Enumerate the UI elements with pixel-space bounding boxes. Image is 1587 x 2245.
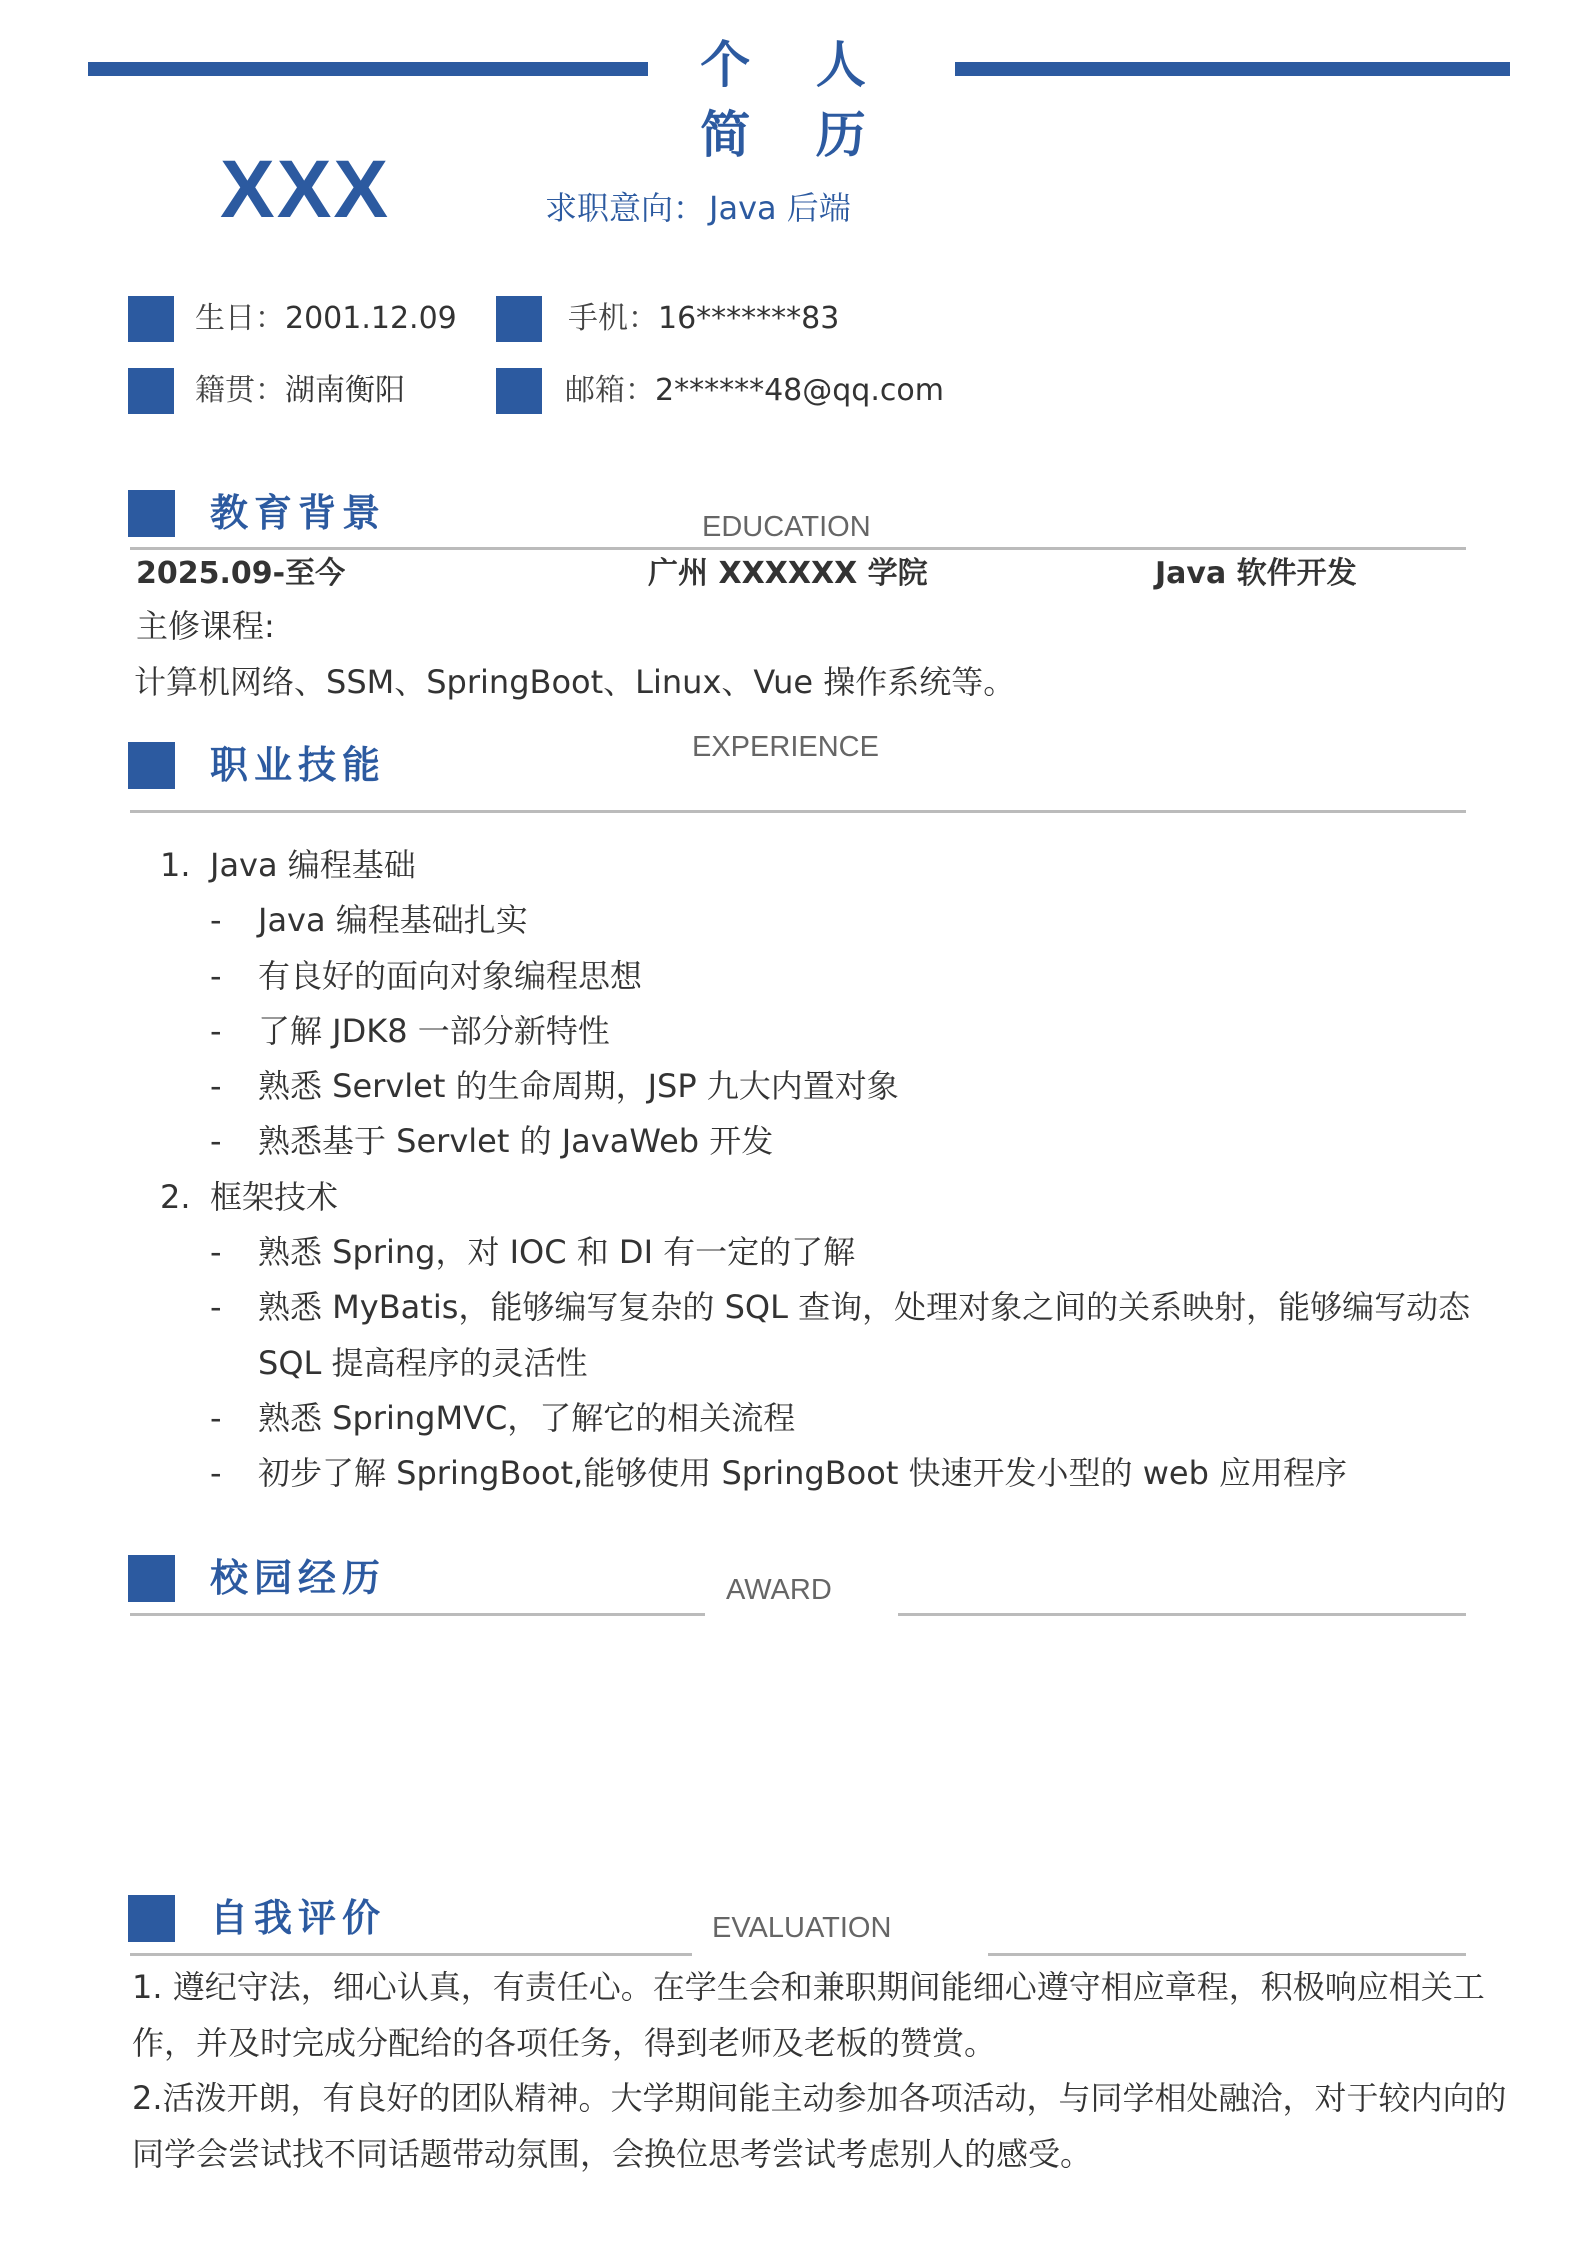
bullet-dash: - xyxy=(210,1067,222,1106)
job-intent xyxy=(545,186,851,230)
birthday-marker xyxy=(128,296,174,342)
skill-item xyxy=(160,1225,1500,1280)
skills-marker xyxy=(128,742,175,789)
bullet-dash: - xyxy=(210,1288,222,1327)
evaluation-paragraph: 2.活泼开朗，有良好的团队精神。大学期间能主动参加各项活动，与同学相处融洽，对于较内向的同学会尝试找不同话题带动氛围，会换位思考尝试考虑别人的感受。 xyxy=(132,2079,1507,2173)
bullet-dash: - xyxy=(210,901,222,940)
title-line-right xyxy=(955,62,1510,76)
job-intent-value: Java 后端 xyxy=(709,189,851,227)
evaluation-title: 自我评价 xyxy=(210,1896,387,1940)
skill-group-1 xyxy=(160,838,1500,1170)
candidate-name: XXX xyxy=(220,144,391,235)
skills-en: EXPERIENCE xyxy=(692,731,879,763)
skill-item xyxy=(160,1446,1500,1501)
education-title: 教育背景 xyxy=(210,491,387,535)
bullet-dash: - xyxy=(210,1398,222,1437)
hometown-marker xyxy=(128,368,174,414)
skill-group-head xyxy=(160,838,1500,893)
bullet-dash: - xyxy=(210,1011,222,1050)
title-line-left xyxy=(88,62,648,76)
evaluation-rule-left xyxy=(130,1953,692,1956)
bullet-dash: - xyxy=(210,956,222,995)
bullet-dash: - xyxy=(210,1454,222,1493)
email-label: 邮箱： xyxy=(565,373,655,408)
skill-item xyxy=(160,949,1500,1004)
skills-title: 职业技能 xyxy=(210,743,387,787)
skill-group-number: 2. xyxy=(160,1177,191,1216)
education-rule xyxy=(130,547,1466,550)
skill-item-text: 有良好的面向对象编程思想 xyxy=(258,956,643,995)
skill-group-number: 1. xyxy=(160,846,191,884)
skill-item-text: 熟悉 Spring，对 IOC 和 DI 有一定的了解 xyxy=(258,1233,856,1272)
phone-value: 16*******83 xyxy=(658,301,840,336)
evaluation-text xyxy=(132,1960,1522,2182)
campus-marker xyxy=(128,1555,175,1602)
campus-rule-right xyxy=(898,1613,1466,1616)
email-info xyxy=(565,369,944,413)
campus-en: AWARD xyxy=(726,1574,832,1606)
skill-item-text: 了解 JDK8 一部分新特性 xyxy=(258,1011,610,1050)
education-school: 广州 XXXXXX 学院 xyxy=(648,556,928,591)
education-major: Java 软件开发 xyxy=(1155,556,1357,591)
birthday-value: 2001.12.09 xyxy=(285,301,457,336)
skill-item xyxy=(160,893,1500,948)
campus-title: 校园经历 xyxy=(210,1556,387,1600)
courses-list: 计算机网络、SSM、SpringBoot、Linux、Vue 操作系统等。 xyxy=(134,663,1016,701)
skill-group-2 xyxy=(160,1170,1500,1502)
skills-rule xyxy=(130,810,1466,813)
skill-group-title: Java 编程基础 xyxy=(210,846,416,884)
bullet-dash: - xyxy=(210,1233,222,1272)
phone-info xyxy=(568,297,839,341)
page-title: 个 人 简 历 xyxy=(700,36,890,164)
bullet-dash: - xyxy=(210,1122,222,1161)
hometown-label: 籍贯： xyxy=(195,373,285,408)
skills-list xyxy=(160,838,1500,1502)
email-marker xyxy=(496,368,542,414)
skill-item-text: 熟悉 SpringMVC，了解它的相关流程 xyxy=(258,1398,796,1437)
campus-rule-left xyxy=(130,1613,705,1616)
skill-item xyxy=(160,1280,1500,1391)
hometown-info xyxy=(195,369,405,413)
evaluation-paragraph: 1. 遵纪守法，细心认真，有责任心。在学生会和兼职期间能细心遵守相应章程，积极响应相关工作，并及时完成分配给的各项任务，得到老师及老板的赞赏。 xyxy=(132,1968,1485,2062)
skill-item xyxy=(160,1114,1500,1169)
skill-item xyxy=(160,1059,1500,1114)
skill-item-text: Java 编程基础扎实 xyxy=(258,901,528,940)
skill-item-text: 初步了解 SpringBoot,能够使用 SpringBoot 快速开发小型的 web 应用程序 xyxy=(258,1454,1348,1493)
education-marker xyxy=(128,490,175,537)
birthday-info xyxy=(195,297,457,341)
phone-label: 手机： xyxy=(568,301,658,336)
skill-group-title: 框架技术 xyxy=(210,1177,339,1216)
skill-group-head xyxy=(160,1170,1500,1225)
skill-item-text: 熟悉基于 Servlet 的 JavaWeb 开发 xyxy=(258,1122,774,1161)
skill-item-text: 熟悉 MyBatis，能够编写复杂的 SQL 查询，处理对象之间的关系映射，能够编写动态 SQL 提高程序的灵活性 xyxy=(258,1288,1471,1382)
evaluation-marker xyxy=(128,1895,175,1942)
evaluation-rule-right xyxy=(988,1953,1466,1956)
education-en: EDUCATION xyxy=(702,511,871,543)
evaluation-en: EVALUATION xyxy=(712,1912,892,1944)
job-intent-label: 求职意向： xyxy=(545,189,706,227)
email-value: 2******48@qq.com xyxy=(655,373,944,408)
hometown-value: 湖南衡阳 xyxy=(285,373,405,408)
education-period: 2025.09-至今 xyxy=(136,556,346,591)
skill-item-text: 熟悉 Servlet 的生命周期，JSP 九大内置对象 xyxy=(258,1067,899,1106)
phone-marker xyxy=(496,296,542,342)
skill-item xyxy=(160,1004,1500,1059)
birthday-label: 生日： xyxy=(195,301,285,336)
skill-item xyxy=(160,1391,1500,1446)
courses-label: 主修课程: xyxy=(136,607,275,645)
